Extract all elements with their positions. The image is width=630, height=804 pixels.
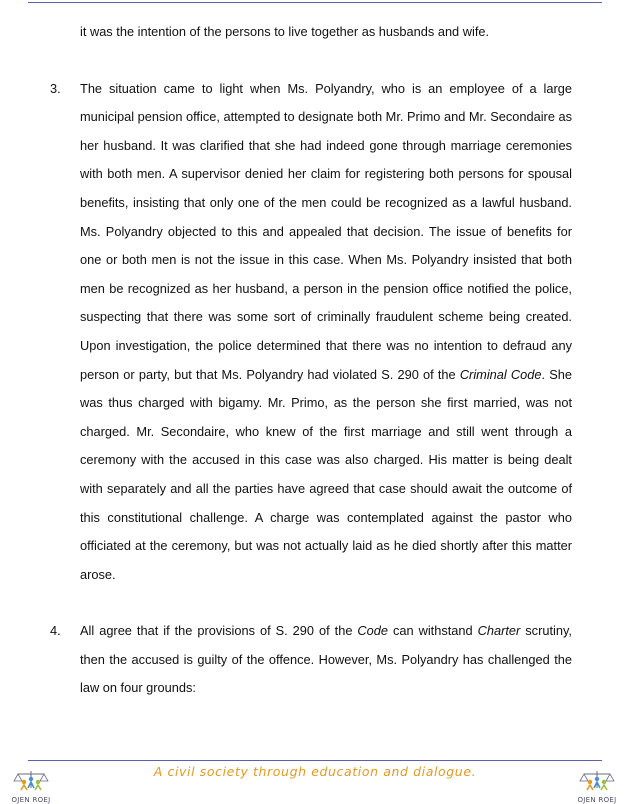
paragraph-text: The situation came to light when Ms. Polyandry, who is an employee of a large municipal pension office, attempted to designate both Mr. Primo and Mr. Secondaire as her husband. It was clarified that she had indeed gone through marriage ceremonies with both men. A supervisor denied her claim for registering both persons for spousal benefits, insisting that only one of the men could be recognized as a lawful husband. Ms. Polyandry objected to this and appealed that decision. The issue of benefits for one or both men is not the issue in this case. When Ms. Polyandry insisted that both men be recognized as her husband, a person in the pension office notified the police, suspecting that there was some sort of criminally fraudulent scheme being created. Upon investigation, the police determined that there was no intention to defraud any person or party, but that Ms. Polyandry had violated S. 290 of the xyxy=(80,80,573,382)
paragraph-4 xyxy=(0,617,630,703)
paragraph-number: 3. xyxy=(50,80,61,96)
paragraph-3 xyxy=(0,75,630,590)
italic-code: Code xyxy=(357,623,389,639)
logo-text: OJEN ROEJ xyxy=(11,796,51,804)
paragraph-text: . She was thus charged with bigamy. Mr. Primo, as the person she first married, was not charged. Mr. Secondaire, who knew of the first marriage and still went through a ceremony with the accused in this case was also charged. His matter is being dealt with separately and all the parties have agreed that case should await the outcome of this constitutional challenge. A charge was contemplated against the pastor who officiated at the ceremony, but was not actually laid as he died shortly after this matter arose. xyxy=(80,366,573,582)
footer-rule xyxy=(28,760,602,761)
footer-tagline: A civil society through education and dialogue. xyxy=(153,764,477,779)
ojen-logo-right xyxy=(568,768,626,804)
italic-charter: Charter xyxy=(477,623,521,639)
paragraph-text: it was the intention of the persons to live together as husbands and wife. xyxy=(80,24,490,39)
paragraph-text: All agree that if the provisions of S. 290 of the xyxy=(80,623,358,639)
header-rule xyxy=(28,2,602,3)
italic-criminal-code: Criminal Code xyxy=(459,366,542,382)
paragraph-text: scrutiny, then the accused is guilty of the offence. However, Ms. Polyandry has challenged the law on four grounds: xyxy=(80,623,572,696)
document-body xyxy=(0,18,630,703)
paragraph-continuation xyxy=(0,18,630,47)
logo-text: OJEN ROEJ xyxy=(577,796,617,804)
paragraph-text: can withstand xyxy=(388,623,478,639)
scales-people-icon xyxy=(568,768,626,798)
paragraph-number: 4. xyxy=(50,623,61,639)
